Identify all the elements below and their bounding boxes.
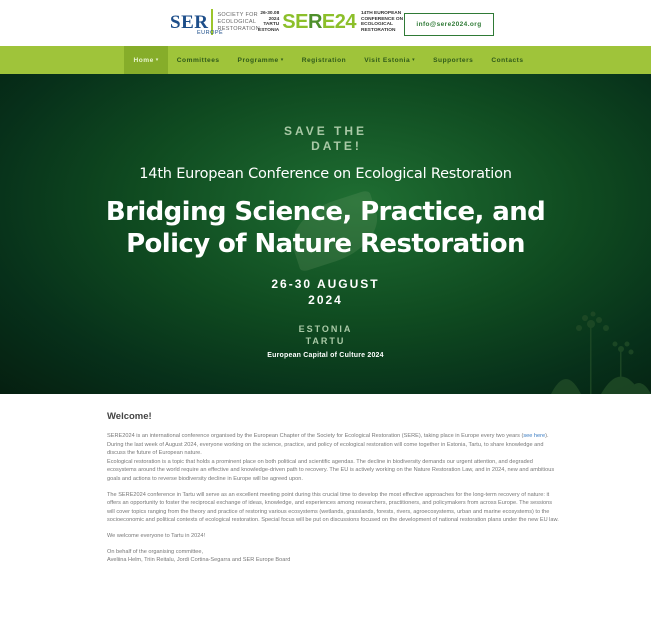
ser-europe-logo[interactable] [170,9,260,35]
capital-of-culture-note: European Capital of Culture 2024 [267,352,384,359]
ser-logo-mark: SER [170,11,209,33]
email-button[interactable]: info@sere2024.org [404,13,494,36]
chevron-down-icon: ▾ [280,57,284,63]
conference-dates: 26-30 AUGUST 2024 [271,277,380,307]
sere2024-logo[interactable] [258,11,403,33]
signature-names: Aveliina Helm, Triin Reitalu, Jordi Cortina-Segarra and SER Europe Board [107,557,291,564]
conference-paragraph: The SERE2024 conference in Tartu will serve as an excellent meeting point during this crucial time to develop the most effective approaches for the long-term recovery of nature: it offers an opportunity to foster the reciprocal exchange of ideas, knowledge, and experiences among researchers, practitioners, and policymakers from across Europe. The sessions will cover topics ranging from the theory and practice of restoring various ecosystems (wetlands, grasslands, forests, rivers, agroecosystems, urban and marine ecosystems) to the socioeconomic and political contexts of ecological restoration. Special focus will be put on discussions focused on the development of national restoration plans under the new EU law. [107,491,559,524]
save-the-date: SAVE THE DATE! [283,124,368,153]
see-here-link[interactable]: see here [523,433,546,439]
welcome-section [107,411,559,572]
sere-logo-word: SERE24 [282,11,356,34]
nav-item-visit-estonia[interactable]: Visit Estonia ▾ [364,56,416,64]
nav-item-home[interactable]: Home ▾ [124,46,167,74]
conference-title: 14th European Conference on Ecological Restoration [139,166,512,182]
ser-logo-text: SOCIETY FOR ECOLOGICAL RESTORATION [217,11,260,32]
page-title: Bridging Science, Practice, and Policy of Nature Restoration [105,197,546,259]
nav-item-supporters[interactable]: Supporters [433,56,474,64]
nav-item-contacts[interactable]: Contacts [491,56,524,64]
hero-banner [0,74,651,394]
restoration-paragraph: Ecological restoration is a topic that holds a prominent place on both political and scientific agendas. The decline in biodiversity demands our urgent attention, and degraded ecosystems around the world require an effective and knowledge-driven path to recovery. The EU is actively working on the Nature Restoration Law, and in 2024, new and ambitious goals and actions to reverse biodiversity decline in Europe will be agreed upon. [107,458,555,482]
nav-item-programme[interactable]: Programme ▾ [237,56,284,64]
sere-logo-desc: 14TH EUROPEAN CONFERENCE ON ECOLOGICAL RESTORATION [360,11,404,33]
sere-logo-dates: 26-30.08 2024 TARTU ESTONIA [258,11,280,33]
site-header [0,0,651,46]
welcome-heading: Welcome! [107,411,152,422]
nav-item-committees[interactable]: Committees [176,56,220,64]
welcome-line: We welcome everyone to Tartu in 2024! [107,532,206,539]
conference-location: ESTONIA TARTU [298,324,353,346]
main-nav [0,46,651,74]
chevron-down-icon: ▾ [155,57,159,63]
intro-paragraph: SERE2024 is an international conference organised by the European Chapter of the Society for Ecological Restoration (SERE), taking place in Europe every two years (see here). During the last week of August 2024, everyone working on the science, practice, and policy of ecological restoration will come together in Estonia, Tartu, to share knowledge and discuss the future of European nature. [107,433,549,457]
nav-item-registration[interactable]: Registration [301,56,347,64]
signature-intro: On behalf of the organising committee, [107,548,204,555]
chevron-down-icon: ▾ [412,57,416,63]
ser-logo-sub: EUROPE [197,30,224,36]
